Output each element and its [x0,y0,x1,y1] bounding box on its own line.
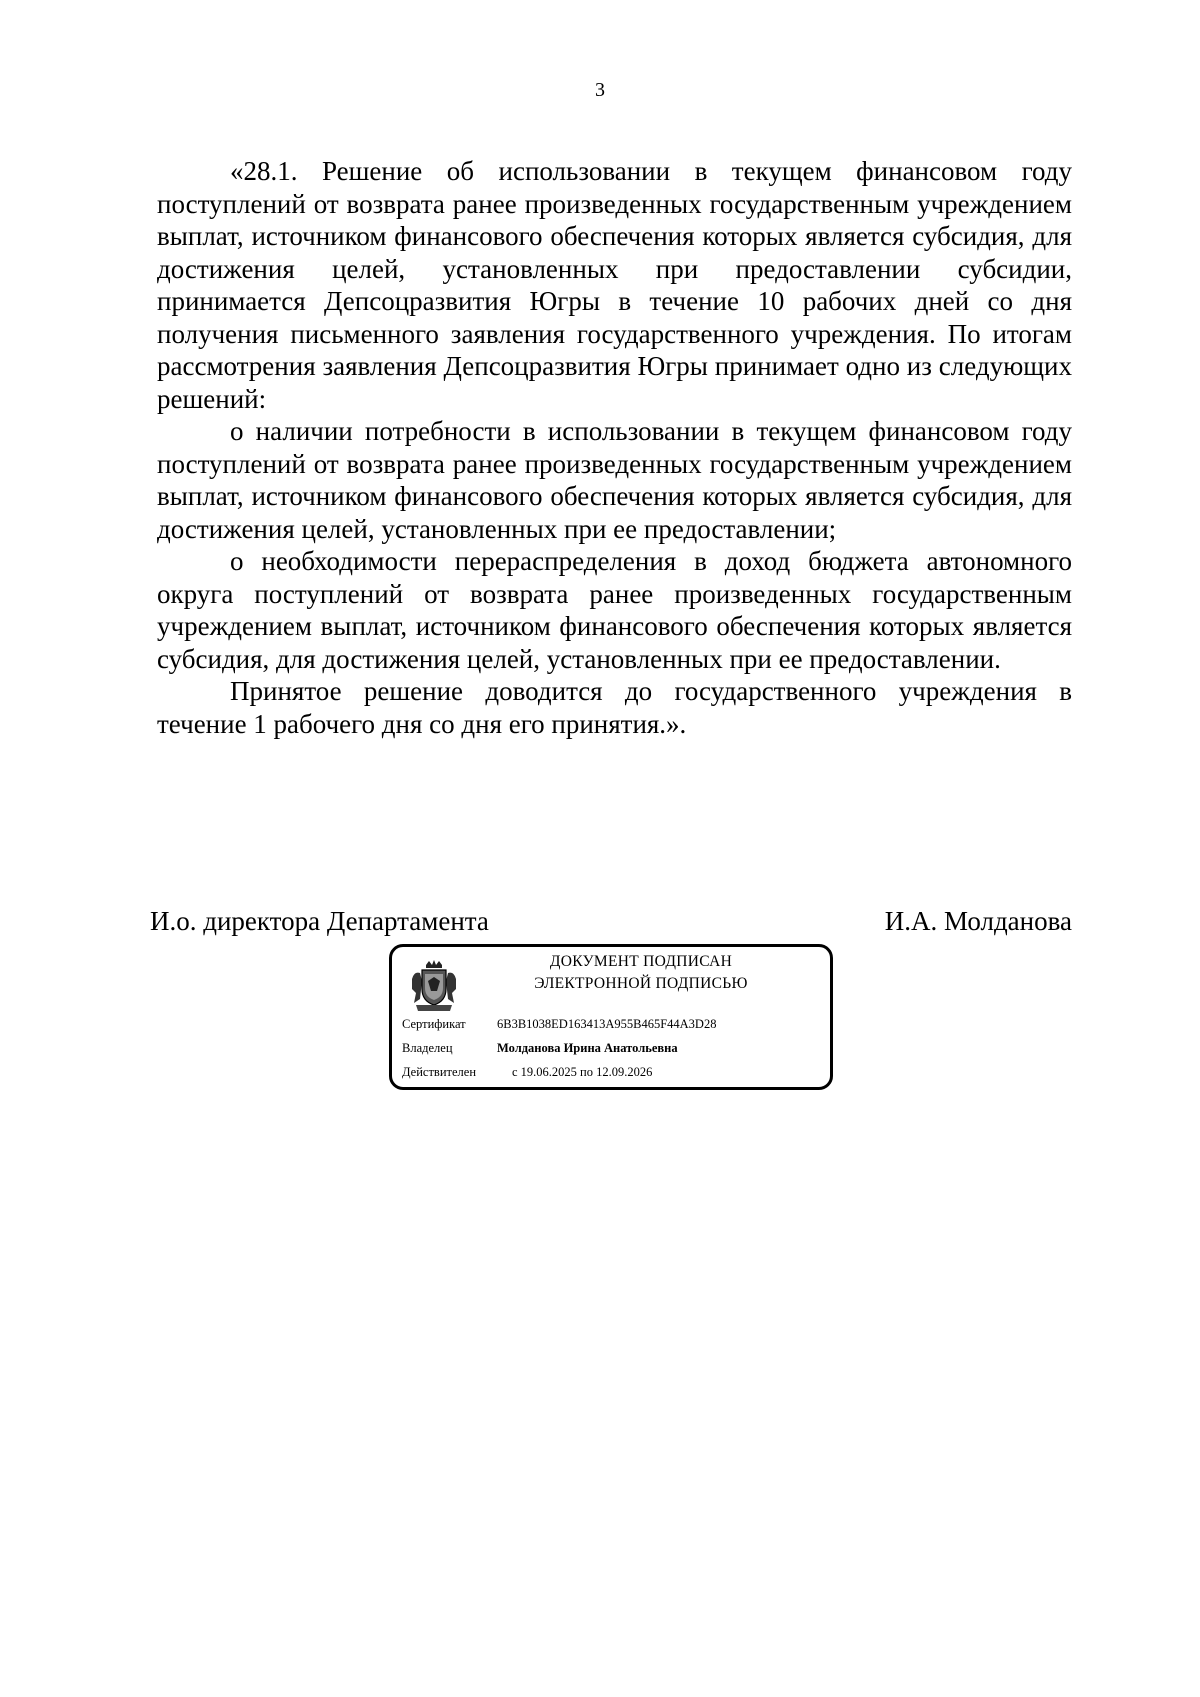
page-number: 3 [595,79,605,101]
paragraph-28-1: «28.1. Решение об использовании в текущем финансовом году поступлений от возврата ранее произведенных государственным учреждением выплат, источником финансового обеспечения которых является субсидия, для достижения целей, установленных при предоставлении субсидии, принимается Депсоцразвития Югры в течение 10 рабочих дней со дня получения письменного заявления государственного учреждения. По итогам рассмотрения заявления Депсоцразвития Югры принимает одно из следующих решений: [157,156,1072,414]
coat-of-arms-icon [410,959,458,1013]
paragraph-option-1: о наличии потребности в использовании в текущем финансовом году поступлений от возврата ранее произведенных государственным учреждением выплат, источником финансового обеспечения которых является субсидия, для достижения целей, установленных при ее предоставлении; [157,416,1072,544]
validity-label: Действителен [402,1065,477,1079]
owner-label: Владелец [402,1041,453,1055]
stamp-title-line-2: ЭЛЕКТРОННОЙ ПОДПИСЬЮ [534,975,748,992]
document-body [157,155,1072,740]
certificate-value: 6B3B1038ED163413A955B465F44A3D28 [497,1017,717,1031]
stamp-certificate-row [402,1016,716,1032]
electronic-signature-stamp [389,944,833,1090]
validity-value: с 19.06.2025 по 12.09.2026 [512,1065,653,1079]
signatory-position: И.о. директора Департамента [150,906,489,936]
signatory-name: И.А. Молданова [884,906,1072,936]
certificate-label: Сертификат [402,1017,466,1031]
stamp-owner-row [402,1040,678,1056]
paragraph-option-2: о необходимости перераспределения в доход бюджета автономного округа поступлений от возврата ранее произведенных государственным учреждением выплат, источником финансового обеспечения которых является субсидия, для достижения целей, установленных при ее предоставлении. [157,546,1072,674]
stamp-validity-row [402,1064,652,1080]
paragraph-decision-notice: Принятое решение доводится до государственного учреждения в течение 1 рабочего дня со дня его принятия.». [157,676,1072,739]
stamp-title-line-1: ДОКУМЕНТ ПОДПИСАН [549,953,733,970]
owner-value: Молданова Ирина Анатольевна [497,1041,678,1055]
